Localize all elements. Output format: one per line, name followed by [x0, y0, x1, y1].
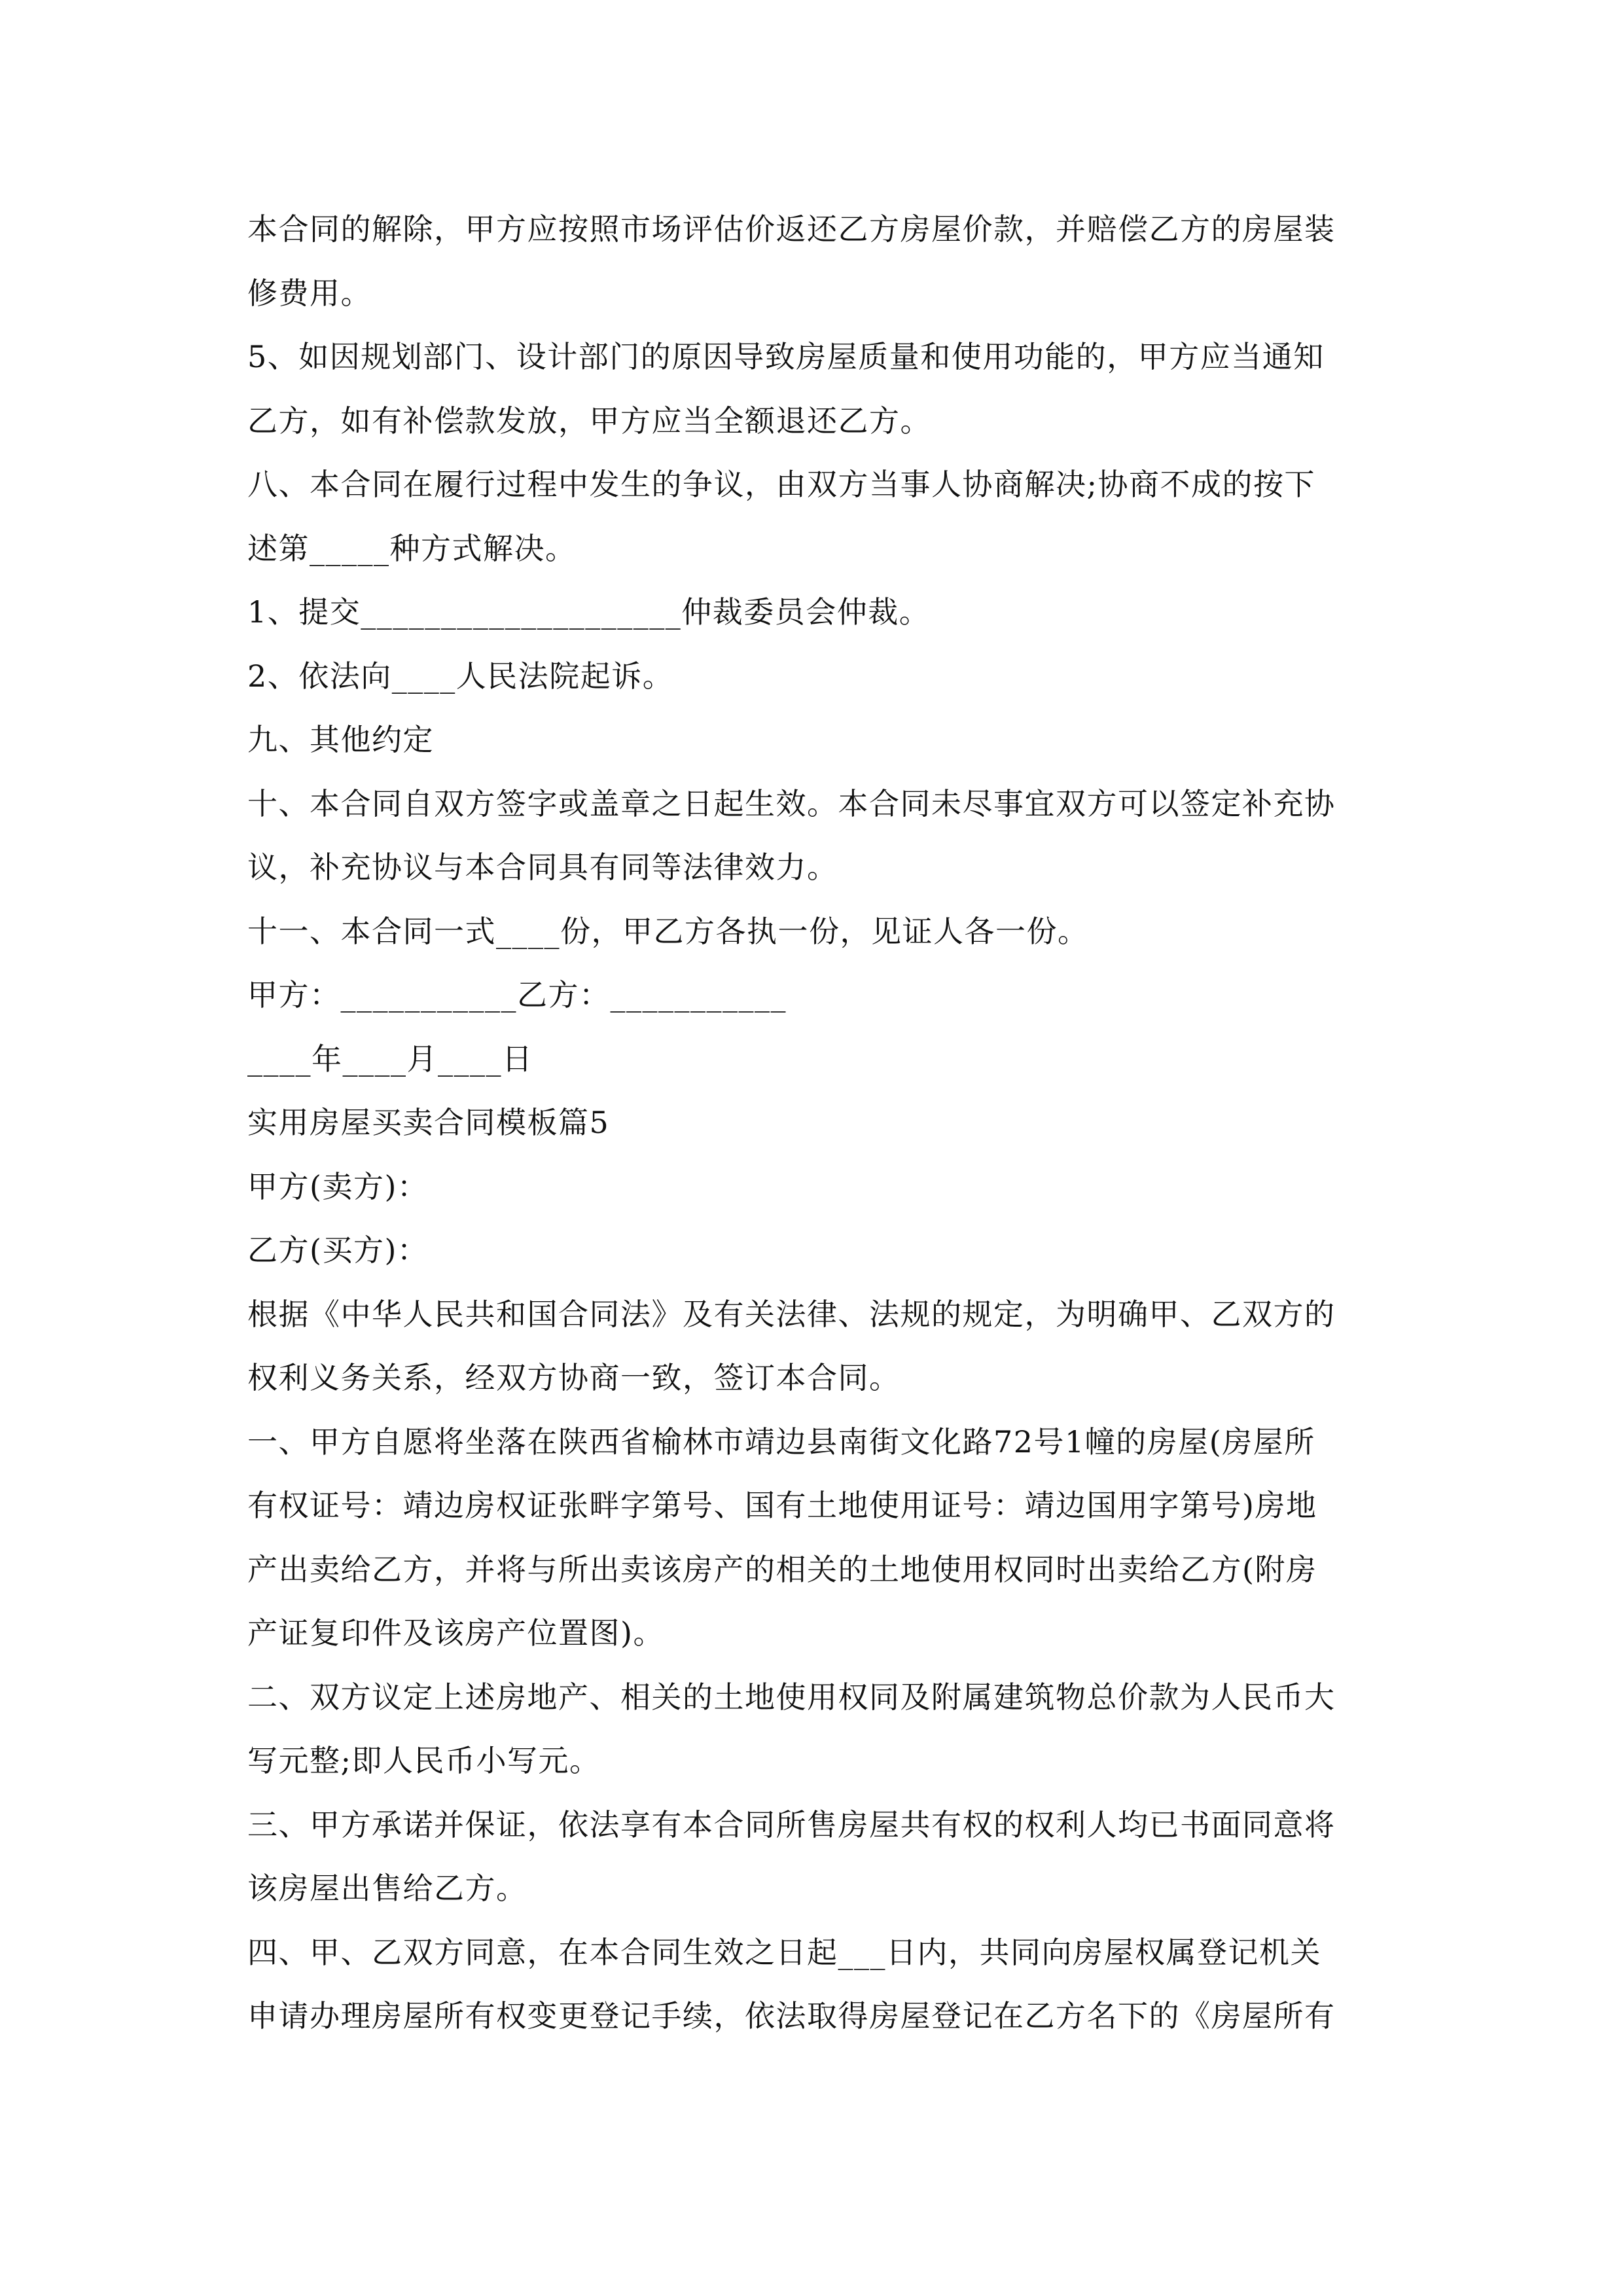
text-line: 二、双方议定上述房地产、相关的土地使用权同及附属建筑物总价款为人民币大	[247, 1679, 1336, 1715]
text-line: 1、提交____________________仲裁委员会仲裁。	[247, 594, 931, 630]
date-line: ____年____月____日	[247, 1041, 533, 1077]
document-body	[247, 198, 1382, 2049]
text-line: 议，补充协议与本合同具有同等法律效力。	[247, 850, 838, 885]
text-line: 甲方(卖方)：	[247, 1168, 429, 1204]
signature-line: 甲方：___________乙方：___________	[247, 977, 787, 1013]
text-line: 5、如因规划部门、设计部门的原因导致房屋质量和使用功能的，甲方应当通知	[247, 339, 1325, 374]
text-line: 述第_____种方式解决。	[247, 530, 577, 566]
text-line: 本合同的解除，甲方应按照市场评估价返还乙方房屋价款，并赔偿乙方的房屋装	[247, 211, 1336, 247]
text-line: 申请办理房屋所有权变更登记手续，依法取得房屋登记在乙方名下的《房屋所有	[247, 1998, 1336, 2034]
text-line: 一、甲方自愿将坐落在陕西省榆林市靖边县南街文化路72号1幢的房屋(房屋所	[247, 1424, 1315, 1460]
text-line: 八、本合同在履行过程中发生的争议，由双方当事人协商解决;协商不成的按下	[247, 467, 1315, 502]
text-line: 产证复印件及该房产位置图)。	[247, 1615, 664, 1651]
text-line: 十一、本合同一式____份，甲乙方各执一份，见证人各一份。	[247, 913, 1089, 949]
text-line: 乙方，如有补偿款发放，甲方应当全额退还乙方。	[247, 403, 931, 439]
text-line: 产出卖给乙方，并将与所出卖该房产的相关的土地使用权同时出卖给乙方(附房	[247, 1551, 1317, 1587]
text-line: 十、本合同自双方签字或盖章之日起生效。本合同未尽事宜双方可以签定补充协	[247, 785, 1336, 821]
text-line: 有权证号：靖边房权证张畔字第号、国有土地使用证号：靖边国用字第号)房地	[247, 1488, 1317, 1523]
text-line: 权利义务关系，经双方协商一致，签订本合同。	[247, 1360, 901, 1395]
section-title: 实用房屋买卖合同模板篇5	[247, 1105, 610, 1140]
text-line: 2、依法向____人民法院起诉。	[247, 658, 674, 694]
text-line: 四、甲、乙双方同意，在本合同生效之日起___日内，共同向房屋权属登记机关	[247, 1934, 1321, 1970]
text-line: 写元整;即人民币小写元。	[247, 1743, 601, 1778]
text-line: 根据《中华人民共和国合同法》及有关法律、法规的规定，为明确甲、乙双方的	[247, 1296, 1336, 1332]
text-line: 该房屋出售给乙方。	[247, 1871, 527, 1906]
text-line: 修费用。	[247, 275, 372, 311]
text-line: 乙方(买方)：	[247, 1232, 429, 1268]
text-line: 九、其他约定	[247, 722, 434, 757]
text-line: 三、甲方承诺并保证，依法享有本合同所售房屋共有权的权利人均已书面同意将	[247, 1806, 1336, 1842]
